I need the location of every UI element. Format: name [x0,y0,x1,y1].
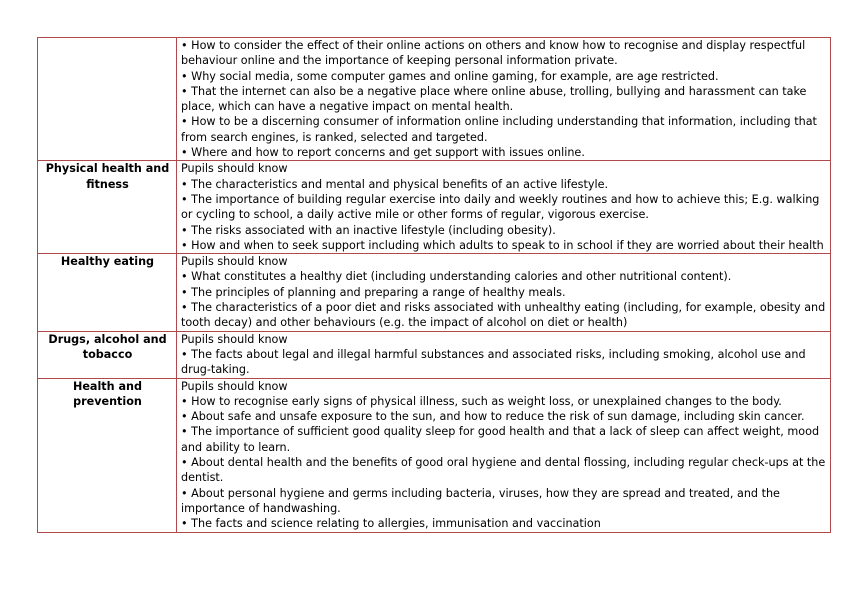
intro-text: Pupils should know [181,162,288,176]
table-row-online [38,38,831,161]
intro-text: Pupils should know [181,255,288,269]
table-row-drugs [38,331,831,378]
topic-cell [38,38,177,161]
curriculum-table [37,37,831,533]
intro-text: Pupils should know [181,332,288,346]
content-cell [177,331,831,378]
bullet-item: • About safe and unsafe exposure to the sun, and how to reduce the risk of sun damage, including skin cancer. [181,410,805,424]
bullet-item: • About personal hygiene and germs including bacteria, viruses, how they are spread and treated, and the importance of handwashing. [181,486,780,515]
intro-text: Pupils should know [181,379,288,393]
table-row-physical-health [38,161,831,254]
bullet-item: • The characteristics of a poor diet and risks associated with unhealthy eating (including, for example, obesity and tooth decay) and other behaviours (e.g. the impact of alcohol on diet or health) [181,301,826,330]
content-cell [177,378,831,532]
topic-cell: Health and prevention [38,378,177,532]
bullet-item: • The importance of building regular exercise into daily and weekly routines and how to achieve this; E.g. walking or cycling to school, a daily active mile or other forms of regular, vigorous exercise. [181,192,820,222]
content-cell [177,38,831,161]
table-row-healthy-eating [38,254,831,331]
bullet-item: • How to be a discerning consumer of information online including understanding that information, including that from search engines, is ranked, selected and targeted. [181,115,817,144]
bullet-item: • What constitutes a healthy diet (including understanding calories and other nutritional content). [181,270,732,284]
bullet-item: • That the internet can also be a negative place where online abuse, trolling, bullying and harassment can take place, which can have a negative impact on mental health. [181,84,807,114]
bullet-item: • About dental health and the benefits of good oral hygiene and dental flossing, including regular check-ups at the dentist. [181,456,826,485]
bullet-item: • Why social media, some computer games and online gaming, for example, are age restricted. [181,69,719,83]
bullet-item: • The facts about legal and illegal harmful substances and associated risks, including smoking, alcohol use and drug-taking. [181,347,806,377]
bullet-item: • How and when to seek support including which adults to speak to in school if they are worried about their health [181,238,824,252]
bullet-item: • The risks associated with an inactive lifestyle (including obesity). [181,223,556,237]
bullet-item: • The facts and science relating to allergies, immunisation and vaccination [181,517,601,531]
content-cell [177,254,831,331]
bullet-item: • How to consider the effect of their online actions on others and know how to recognise and display respectful behaviour online and the importance of keeping personal information private. [181,39,806,68]
table-row-health-prevention [38,378,831,532]
bullet-item: • The principles of planning and preparing a range of healthy meals. [181,285,566,299]
topic-cell: Healthy eating [38,254,177,331]
topic-cell: Physical health and fitness [38,161,177,254]
content-cell [177,161,831,254]
bullet-item: • The characteristics and mental and physical benefits of an active lifestyle. [181,177,609,191]
bullet-item: • The importance of sufficient good quality sleep for good health and that a lack of sleep can affect weight, mood and ability to learn. [181,425,820,454]
topic-cell: Drugs, alcohol and tobacco [38,331,177,378]
bullet-item: • Where and how to report concerns and get support with issues online. [181,146,585,160]
bullet-item: • How to recognise early signs of physical illness, such as weight loss, or unexplained changes to the body. [181,394,782,408]
